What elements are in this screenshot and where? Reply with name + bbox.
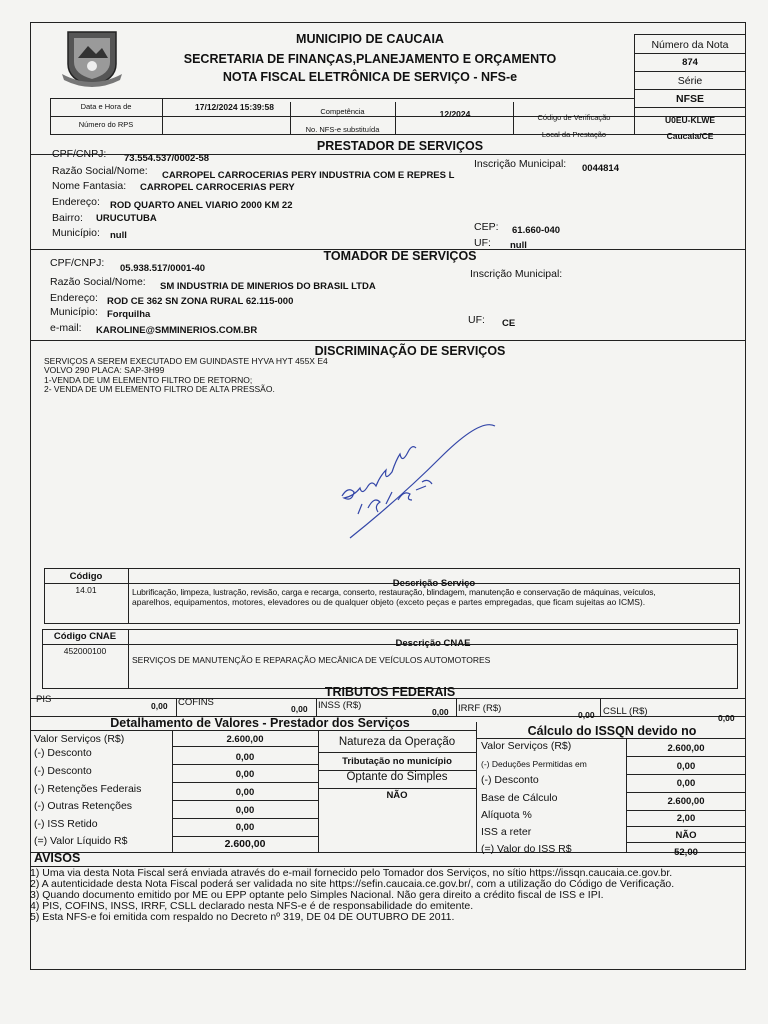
tributos-section-title: TRIBUTOS FEDERAIS <box>324 685 456 699</box>
tributacao-municipio: Tributação no município <box>342 756 452 767</box>
prestador-cpf-value: 73.554.537/0002-58 <box>124 153 210 164</box>
discriminacao-line-2: VOLVO 290 PLACA: SAP-3H99 <box>44 365 165 375</box>
csll-label: CSLL (R$) <box>603 706 648 717</box>
det-outras-label: (-) Outras Retenções <box>34 800 133 812</box>
tomador-email-label: e-mail: <box>50 322 82 334</box>
inss-label: INSS (R$) <box>318 700 362 711</box>
municipio-title: MUNICIPIO DE CAUCAIA <box>296 32 444 46</box>
servico-descricao-l1: Lubrificação, limpeza, lustração, revisão, carga e recarga, conserto, restauração, blindagem, manutenção e conservação de máquinas, veículos, <box>132 587 656 597</box>
numero-nota-label: Número da Nota <box>651 39 729 51</box>
csll-value: 0,00 <box>718 713 735 723</box>
cnae-codigo-label: Código CNAE <box>53 631 117 642</box>
tomador-uf-label: UF: <box>468 314 485 326</box>
tomador-endereco-value: ROD CE 362 SN ZONA RURAL 62.115-000 <box>107 296 294 307</box>
issqn-valor-iss-label: (=) Valor do ISS R$ <box>481 843 572 855</box>
issqn-desconto-value: 0,00 <box>676 778 696 789</box>
pis-label: PIS <box>36 694 52 705</box>
det-desconto2-value: 0,00 <box>235 769 255 780</box>
aviso-1: 1) Uma via desta Nota Fiscal será enviada através do e-mail fornecido pelo Tomador dos Serviços, no sítio https://issqn.caucaia.ce.gov.br. <box>30 867 673 879</box>
issqn-deducoes-value: 0,00 <box>676 761 696 772</box>
prestador-cpf-label: CPF/CNPJ: <box>52 148 107 160</box>
cofins-label: COFINS <box>178 697 214 708</box>
prestador-fantasia-label: Nome Fantasia: <box>52 180 127 192</box>
issqn-valor-servicos-value: 2.600,00 <box>667 743 705 754</box>
aviso-3: 3) Quando documento emitido por ME ou EPP optante pelo Simples Nacional. Não gera direito a crédito fiscal de ISS e IPI. <box>30 889 604 901</box>
tomador-email-value: KAROLINE@SMMINERIOS.COM.BR <box>96 325 258 336</box>
prestador-cep-value: 61.660-040 <box>512 225 561 236</box>
det-valor-servicos-value: 2.600,00 <box>226 734 264 745</box>
servico-descricao-label: Descrição Serviço <box>392 578 476 589</box>
issqn-aliquota-label: Alíquota % <box>481 809 532 821</box>
det-iss-retido-value: 0,00 <box>235 822 255 833</box>
numero-nota-value: 874 <box>682 57 698 68</box>
det-retencoes-label: (-) Retenções Federais <box>34 783 142 795</box>
issqn-desconto-label: (-) Desconto <box>481 774 539 786</box>
tomador-razao-label: Razão Social/Nome: <box>50 276 146 288</box>
municipio-brasao-logo <box>58 28 126 90</box>
pis-value: 0,00 <box>151 701 168 711</box>
prestador-section-title: PRESTADOR DE SERVIÇOS <box>316 139 484 153</box>
irrf-value: 0,00 <box>578 710 595 720</box>
numero-rps-label: Número do RPS <box>78 120 134 129</box>
det-outras-value: 0,00 <box>235 805 255 816</box>
natureza-operacao-label: Natureza da Operação <box>338 736 456 748</box>
local-prestacao-value: Caucaia/CE <box>666 131 714 141</box>
det-valor-servicos-label: Valor Serviços (R$) <box>34 733 125 745</box>
det-desconto1-value: 0,00 <box>235 752 255 763</box>
handwritten-signature <box>330 418 500 548</box>
prestador-inscricao-label: Inscrição Municipal: <box>474 158 567 170</box>
tomador-municipio-label: Município: <box>50 306 98 318</box>
prestador-municipio-value: null <box>110 230 127 241</box>
tomador-section-title: TOMADOR DE SERVIÇOS <box>323 249 477 263</box>
issqn-base-value: 2.600,00 <box>667 796 705 807</box>
issqn-title: Cálculo do ISSQN devido no <box>527 724 697 738</box>
tomador-uf-value: CE <box>502 318 516 329</box>
tomador-endereco-label: Endereço: <box>50 292 98 304</box>
aviso-4: 4) PIS, COFINS, INSS, IRRF, CSLL declarado nesta NFS-e é de responsabilidade do emitente. <box>30 900 474 912</box>
discriminacao-section-title: DISCRIMINAÇÃO DE SERVIÇOS <box>314 344 506 358</box>
avisos-title: AVISOS <box>34 851 81 865</box>
prestador-uf-label: UF: <box>474 237 491 249</box>
codigo-verificacao-value: U0EU-KLWE <box>664 115 716 125</box>
irrf-label: IRRF (R$) <box>458 703 502 714</box>
prestador-bairro-label: Bairro: <box>52 212 83 224</box>
det-desconto1-label: (-) Desconto <box>34 747 92 759</box>
prestador-endereco-label: Endereço: <box>52 196 100 208</box>
det-liquido-value: 2.600,00 <box>224 838 266 850</box>
issqn-aliquota-value: 2,00 <box>676 813 696 824</box>
tomador-municipio-value: Forquilha <box>107 309 151 320</box>
prestador-uf-value: null <box>510 240 527 251</box>
data-hora-value: 17/12/2024 15:39:58 <box>195 102 274 112</box>
servico-codigo-value: 14.01 <box>75 585 97 595</box>
detalhamento-title: Detalhamento de Valores - Prestador dos Serviços <box>110 716 410 730</box>
prestador-municipio-label: Município: <box>52 227 100 239</box>
servico-descricao-l2: aparelhos, equipamentos, motores, elevadores ou de qualquer objeto (exceto peças e partes empregadas, que ficam sujeitas ao ICMS). <box>132 597 646 607</box>
competencia-value: 12/2024 <box>439 109 471 119</box>
data-hora-label: Data e Hora de <box>80 102 132 111</box>
prestador-razao-value: CARROPEL CARROCERIAS PERY INDUSTRIA COM E REPRES L <box>162 170 455 181</box>
discriminacao-line-4: 2- VENDA DE UM ELEMENTO FILTRO DE ALTA PRESSÃO. <box>44 384 275 394</box>
det-liquido-label: (=) Valor Líquido R$ <box>34 835 128 847</box>
issqn-valor-servicos-label: Valor Serviços (R$) <box>481 740 572 752</box>
issqn-reter-label: ISS a reter <box>481 826 532 838</box>
serie-value: NFSE <box>675 93 704 105</box>
tomador-cpf-value: 05.938.517/0001-40 <box>120 263 206 274</box>
optante-simples-label: Optante do Simples <box>346 771 448 783</box>
prestador-inscricao-value: 0044814 <box>582 163 619 174</box>
local-prestacao-label: Local da Prestação <box>541 130 607 139</box>
cofins-value: 0,00 <box>291 704 308 714</box>
prestador-razao-label: Razão Social/Nome: <box>52 165 148 177</box>
servico-codigo-label: Código <box>69 571 103 582</box>
issqn-base-label: Base de Cálculo <box>481 792 558 804</box>
cnae-codigo-value: 452000100 <box>63 646 107 656</box>
cnae-descricao-label: Descrição CNAE <box>395 638 471 649</box>
aviso-5: 5) Esta NFS-e foi emitida com respaldo no Decreto nº 319, DE 04 DE OUTUBRO DE 2011. <box>30 911 455 923</box>
prestador-cep-label: CEP: <box>474 221 499 233</box>
aviso-2: 2) A autenticidade desta Nota Fiscal poderá ser validada no site https://sefin.caucaia.ce.gov.br/, com a utilização do Código de Verificação. <box>30 878 675 890</box>
nfse-title: NOTA FISCAL ELETRÔNICA DE SERVIÇO - NFS-e <box>222 70 518 84</box>
cnae-descricao-value: SERVIÇOS DE MANUTENÇÃO E REPARAÇÃO MECÂNICA DE VEÍCULOS AUTOMOTORES <box>132 655 491 665</box>
discriminacao-line-3: 1-VENDA DE UM ELEMENTO FILTRO DE RETORNO; <box>44 375 253 385</box>
tomador-razao-value: SM INDUSTRIA DE MINERIOS DO BRASIL LTDA <box>160 281 376 292</box>
competencia-label: Competência <box>320 107 365 116</box>
det-retencoes-value: 0,00 <box>235 787 255 798</box>
nfse-substituida-label: No. NFS-e substituída <box>305 125 380 134</box>
codigo-verificacao-label: Código de Verificação <box>537 113 611 122</box>
tomador-cpf-label: CPF/CNPJ: <box>50 257 105 269</box>
det-desconto2-label: (-) Desconto <box>34 765 92 777</box>
prestador-endereco-value: ROD QUARTO ANEL VIARIO 2000 KM 22 <box>110 200 293 211</box>
tomador-inscricao-label: Inscrição Municipal: <box>470 268 563 280</box>
discriminacao-line-1: SERVIÇOS A SEREM EXECUTADO EM GUINDASTE HYVA HYT 455X E4 <box>44 356 328 366</box>
issqn-deducoes-label: (-) Deduções Permitidas em <box>481 759 587 769</box>
issqn-reter-value: NÃO <box>675 830 697 841</box>
optante-simples-value: NÃO <box>386 790 408 801</box>
issqn-valor-iss-value: 52,00 <box>674 847 698 858</box>
prestador-bairro-value: URUCUTUBA <box>96 213 157 224</box>
serie-label: Série <box>677 75 703 87</box>
det-iss-retido-label: (-) ISS Retido <box>34 818 98 830</box>
prestador-fantasia-value: CARROPEL CARROCERIAS PERY <box>140 182 295 193</box>
secretaria-title: SECRETARIA DE FINANÇAS,PLANEJAMENTO E ORÇAMENTO <box>183 52 557 66</box>
inss-value: 0,00 <box>432 707 449 717</box>
